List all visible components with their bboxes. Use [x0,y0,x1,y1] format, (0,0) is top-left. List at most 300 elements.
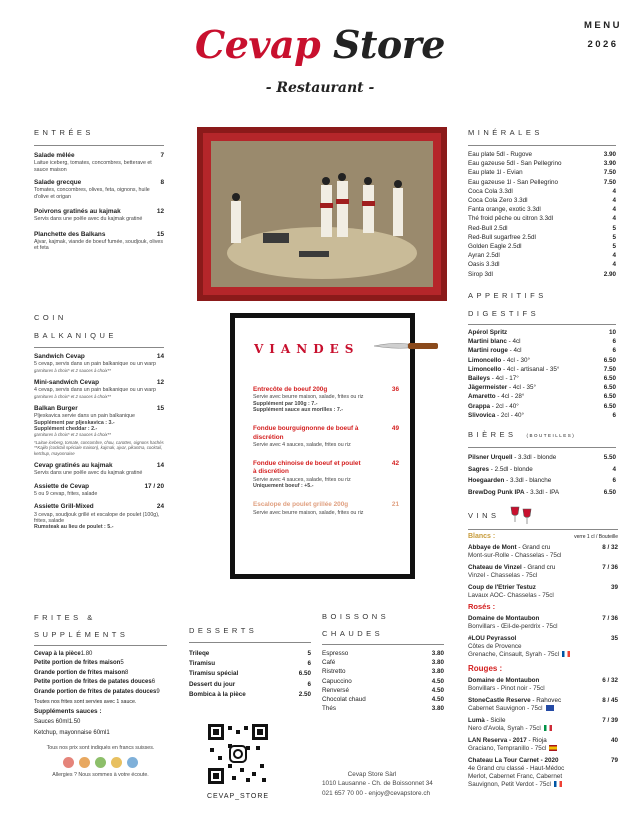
item-price: 6 [612,411,616,419]
aperitif-item [468,346,616,355]
wine-name [468,584,536,592]
wine-price: 7 / 36 [602,564,618,571]
aperitifs-list [468,328,616,420]
item-price: 8 [160,179,164,187]
item-name [468,346,522,355]
item-name [468,328,507,337]
wine-line: Vinzel - Chasselas - 75cl [468,572,538,579]
item-detail: - 3.3dl - IPA [524,488,560,496]
item-desc: Pljeskavica servie dans un pain balkanique [34,413,135,420]
allergen-icon [111,757,122,768]
aperitif-item [468,411,616,420]
minerale-item [468,242,616,251]
minerale-item [468,150,616,159]
desserts-list [189,649,311,700]
item-price: 6.50 [603,384,616,392]
coin-item [34,379,164,399]
bieres-list [468,452,616,498]
item-detail: - 3.3dl - blonde [512,454,557,461]
item-price: 4 [612,465,616,473]
item-detail: - 4cl [507,347,522,355]
item-desc: 4 cevap, servis dans un pain balkanique ou un warp [34,387,156,394]
allergies-note: Allergies ? Nous sommes à votre écoute. [52,771,149,778]
desserts-title: DESSERTS [189,626,258,635]
item-price: 3.80 [431,668,444,676]
entree-item [34,208,164,223]
minerale-item [468,270,616,279]
wine-name-bold: Lumà [468,717,485,724]
item-price: 4.50 [431,677,444,685]
wine-price: 35 [610,635,618,642]
aperitif-item [468,374,616,383]
wine-name-bold: Abbaye de Mont [468,544,517,551]
item-name: Thés [322,705,336,713]
item-name: Red-Bull 2.5dl [468,224,508,232]
item-price: 6.50 [603,402,616,410]
wine-name-bold: #LOU Peyrassol [468,635,517,642]
item-desc: Servie avec beurre maison, salade, frites ou riz [253,394,364,401]
item-name: Fondue chinoise de boeuf et poulet à discrétion [253,460,361,476]
item-note: garnitures à choix* et 2 sauces à choix** [34,432,111,438]
item-desc: Servis dans une poêle avec du kajmak gratiné [34,216,143,223]
desserts-section [189,626,311,700]
address-contact: 021 657 70 00 - enjoy@cevapstore.ch [322,789,431,797]
address-name: Cevap Store Sàrl [347,771,397,778]
item-name-bold: Grappa [468,402,491,410]
item-price: 15 [156,405,164,413]
item-name: Eau gazeuse 1l - San Pellegrino [468,178,558,186]
address-block [322,770,452,798]
item-extra: Supplément sauce aux morilles : 7.- [253,407,344,414]
aperitifs-title-1: APPERITIFS [468,291,547,300]
item-price: 5 [612,233,616,241]
wine-name [468,635,516,643]
item-price: 49 [391,425,399,433]
item-name: Petite portion de frites de patates douces [34,679,152,686]
item-name: Espresso [322,650,349,657]
wine-name [468,757,559,765]
wine-detail: - Rahovec [530,697,562,704]
item-detail: - 2.5dl - blonde [489,465,533,473]
allergen-icon [79,757,90,768]
boissons-list [322,649,444,713]
wine-glasses-icon [508,505,534,525]
minerale-item [468,251,616,260]
boisson-item [322,677,444,686]
item-name: Red-Bull sugarfree 2.5dl [468,233,536,241]
item-price: 4 [612,215,616,223]
item-price: 14 [156,353,164,360]
item-price: 4.50 [431,686,444,694]
item-name [468,365,559,374]
item-name: Coca Cola Zero 3.3dl [468,197,528,205]
wine-price: 39 [610,584,618,591]
wine-name [468,737,547,745]
item-desc: 5 ou 9 cevap, frites, salade [34,490,98,497]
item-name: Eau plate 5dl - Rugove [468,151,533,158]
item-price: 5.50 [603,454,616,461]
rouges-list [468,677,618,789]
item-price: 21 [391,501,399,509]
item-price: 7.50 [603,169,616,177]
boisson-item [322,704,444,713]
dessert-item [189,680,311,690]
item-price: 14 [156,462,164,470]
wine-item [468,737,618,753]
item-price: 6.50 [603,393,616,401]
minerale-item [468,187,616,196]
viandes-list [253,386,399,516]
item-price: 5 [307,650,311,657]
aperitif-item [468,356,616,365]
allergen-icon [63,757,74,768]
sauce-item [34,718,167,726]
frites-item [34,660,167,668]
item-name: Renversé [322,686,349,694]
wine-line: Bonvillars - Œil-de-perdrix - 75cl [468,623,558,630]
item-name: Chocolat chaud [322,696,366,704]
item-name-bold: Baileys [468,375,491,383]
item-desc: 5 cevap, servis dans un pain balkanique ou un warp [34,361,156,368]
item-desc: Servie avec 4 sauces, salade, frites ou riz [253,441,351,448]
item-price: 24 [156,503,164,511]
item-price: 2.90 [603,270,616,278]
minerale-item [468,260,616,269]
dessert-item [189,659,311,669]
item-price: 6 [612,338,616,346]
wine-name-bold: Chateau La Tour Carnet - 2020 [468,757,559,764]
item-price: 6.50 [603,488,616,496]
item-name [468,464,533,476]
wine-item [468,544,618,560]
item-name [468,356,530,365]
coin-item [34,462,164,477]
item-detail: - 4cl - 35° [507,384,536,392]
minerales-list [468,150,616,279]
item-name: Sauces 60ml [34,719,69,726]
wine-name [468,564,555,572]
coin-title-2: BALKANIQUE [34,331,117,340]
wine-detail: - Grand cru [521,564,556,571]
item-price: 7.50 [603,178,616,186]
wine-line: Lavaux AOC- Chasselas - 75cl [468,592,554,599]
menu-label: MENU [584,20,622,31]
frites-item [34,670,167,678]
item-price: 6 [612,477,616,484]
item-detail: - 2cl - 40° [490,402,519,410]
frites-section [34,613,167,778]
wine-price: 40 [610,737,618,744]
biere-item [468,464,616,476]
item-desc: Servis dans une poêle avec du kajmak gratiné [34,470,143,477]
rouges-title: Rouges : [468,664,503,673]
minerale-item [468,205,616,214]
item-name-bold: Limoncello [468,356,502,364]
item-price: 10 [608,329,616,336]
wine-line: Sauvignon, Petit Verdot - 75cl [468,781,618,789]
roses-title: Rosés : [468,602,496,611]
item-name: Salade mêlée [34,152,75,159]
item-desc: 3 cevap, soudjouk grillé et escalope de poulet (100g), frites, salade [34,511,160,524]
item-detail: - 4cl - 28° [495,393,525,401]
item-extra: Supplément par 100g : 7.- [253,400,318,407]
item-price: 12 [156,379,164,387]
item-price: 7.50 [603,365,616,373]
allergen-icon [95,757,106,768]
item-name: Bombica à la pièce [189,690,246,698]
item-price: 5 [612,224,616,232]
frites-title-2: SUPPLÉMENTS [34,630,129,639]
item-name: Sirop 3dl [468,270,493,278]
allergen-icon [127,757,138,768]
item-name [468,392,524,401]
item-name: Entrecôte de boeuf 200g [253,386,328,393]
viande-item [253,425,399,448]
dessert-item [189,669,311,679]
item-desc: Servie avec 4 sauces, salade, frites ou riz [253,476,351,483]
aperitif-item [468,337,616,346]
item-detail: - 2cl - 40° [495,411,525,419]
item-name: Trileqe [189,650,210,657]
boisson-item [322,658,444,667]
item-name: Thé froid pêche ou citron 3.3dl [468,215,554,223]
item-detail: - 3.3dl - blanche [504,477,552,484]
item-name: Assiette de Cevap [34,482,90,490]
wine-line: Graciano, Tempranillo - 75cl [468,745,618,753]
item-name: Cevap gratinés au kajmak [34,462,113,470]
item-price: 5 [120,660,124,667]
item-extra: Rumsteak au lieu de poulet : 5.- [34,524,114,531]
item-name-bold: Slivovica [468,411,496,419]
item-name: Capuccino [322,677,352,685]
item-price: 3.80 [431,650,444,657]
item-name: Oasis 3.3dl [468,261,500,269]
sauces-title: Suppléments sauces : [34,708,102,716]
wine-item [468,757,618,789]
item-price: 5 [612,243,616,251]
item-price: 17 / 20 [144,482,164,490]
viandes-title: VIANDES [254,342,360,356]
knife-icon [372,340,440,352]
brand-logo [0,22,640,68]
item-desc: Servie avec beurre maison, salade, frites ou riz [253,509,364,516]
minerale-item [468,196,616,205]
boissons-title-2: CHAUDES [322,629,384,638]
qr-label: CEVAP_STORE [206,793,270,800]
item-price: 6.50 [298,670,311,678]
item-price: 8 [125,669,129,676]
frites-item [34,651,167,659]
spain-flag-icon [549,745,557,751]
allergen-icons [34,757,167,768]
entree-item [34,152,164,173]
item-price: 6 [151,679,156,686]
item-price: 1 [106,729,110,736]
biere-item [468,487,616,499]
minerales-title: MINÉRALES [468,128,543,137]
dessert-item [189,690,311,700]
france-flag-icon [554,781,562,787]
wine-detail: - Grand cru [516,544,551,551]
item-price: 42 [391,460,399,468]
item-name: Tiramisu [189,660,216,668]
item-name [468,452,556,464]
item-name: Poivrons gratinés au kajmak [34,208,121,216]
folk-dance-painting [197,127,447,301]
wine-line: Mont-sur-Rolle - Chasselas - 75cl [468,552,562,559]
menu-year: 2026 [587,39,619,50]
wine-line: Bonvillars - Pinot noir - 75cl [468,685,545,692]
wine-item [468,584,618,600]
bieres-subtitle: (BOUTEILLES) [526,433,576,438]
entree-item [34,179,164,200]
brand-name-dark: Store [332,22,445,67]
vins-section [468,505,618,789]
wine-name-bold: Coup de l'Etrier Testuz [468,584,536,591]
painting-image [203,133,441,295]
item-name [468,487,559,499]
minerale-item [468,214,616,223]
item-note: **Kajilo (cocktail spéciale maison), kajmak, ajvar, pikantna, cocktail, ketchup, mayonnaise [34,445,163,456]
frites-note: Toutes nos frites sont servies avec 1 sauce. [34,698,137,705]
entrees-section [34,128,164,252]
item-price: 4 [612,261,616,269]
item-price: 6 [307,680,311,688]
item-name-bold: Apérol Spritz [468,329,508,336]
brand-name-red: Cevap [195,22,321,67]
coin-section [34,313,164,531]
aperitif-item [468,392,616,401]
coin-item [34,483,164,498]
item-name: Eau gazeuse 5dl - San Pellegrino [468,160,562,168]
item-note: garnitures à choix* et 2 sauces à choix** [34,367,111,373]
subtitle: - Restaurant - [265,80,375,96]
biere-item [468,475,616,487]
bieres-title: BIÈRES [468,430,517,439]
boisson-item [322,695,444,704]
wine-item [468,635,618,659]
wine-line: Nero d'Avola, Syrah - 75cl [468,725,618,733]
item-name: Assiette Grill-Mixed [34,503,94,511]
item-name: Salade grecque [34,179,82,187]
wine-detail: - Rioja [526,737,547,744]
item-price: 15 [156,230,164,238]
minerale-item [468,224,616,233]
item-name-bold: Martini rouge [468,347,508,355]
aperitifs-title-2: DIGESTIFS [468,309,540,318]
item-name [468,411,524,420]
boisson-item [322,686,444,695]
vins-title: VINS [468,510,500,520]
item-price: 6 [612,347,616,355]
minerales-section [468,128,616,279]
item-detail: - 4cl - artisanal - 35° [501,365,560,373]
item-price: 6.50 [603,375,616,383]
item-price: 3.80 [431,705,444,713]
address-street: 1010 Lausanne - Ch. de Boissonnet 34 [322,780,433,788]
item-name [468,402,519,411]
item-name [468,475,551,487]
item-name: Grande portion de frites de patates douces [34,688,157,695]
taxes-note: Tous nos prix sont indiqués en francs suisses. [46,744,155,751]
boisson-item [322,649,444,658]
item-name [468,374,519,383]
blancs-title: Blancs : [468,533,496,540]
minerale-item [468,233,616,242]
item-name: Planchette des Balkans [34,230,106,238]
menu-heading [584,16,622,54]
item-price: 4 [612,252,616,260]
wine-price: 8 / 45 [602,697,618,704]
biere-item [468,452,616,464]
wine-item [468,564,618,580]
item-price: 7 [160,152,164,159]
item-price: 3.90 [603,151,616,158]
item-name-bold: Martini blanc [468,338,507,346]
item-name: Ayran 2.5dl [468,252,500,260]
sauce-item [34,729,167,737]
wine-name-bold: Domaine de Montaubon [468,677,540,684]
item-note: garnitures à choix* et 2 sauces à choix** [34,393,111,399]
item-name-bold: Jägermeister [468,384,508,392]
wine-line: Merlot, Cabernet Franc, Cabernet [468,773,563,780]
item-name: Cevap à la pièce [34,651,81,657]
coin-item [34,405,164,456]
item-name [468,337,521,346]
item-price: 3.80 [431,659,444,667]
wine-detail: - Sicile [484,717,506,724]
item-name: Ketchup, mayonnaise 60ml [34,729,107,736]
item-name: Ristretto [322,668,346,676]
bieres-section [468,430,616,498]
item-price: 4 [612,206,616,214]
minerale-item [468,178,616,187]
aperitif-item [468,383,616,392]
item-name: Sandwich Cevap [34,353,85,360]
item-price: 2.50 [298,690,311,698]
boisson-item [322,667,444,676]
item-name: Fondue bourguignonne de boeuf à discrétion [253,425,359,441]
wine-price: 7 / 36 [602,615,618,622]
item-price: 36 [391,386,399,393]
item-name: Fanta orange, exotic 3.3dl [468,206,541,214]
item-note: *Laitue iceberg, tomate, concombre, chou, carottes, oignons hachés [34,439,164,445]
wine-name [468,677,539,685]
italy-flag-icon [544,725,552,731]
item-price: 12 [156,208,164,216]
france-flag-icon [562,651,570,657]
aperitif-item [468,402,616,411]
item-detail: - 4cl - 30° [501,356,531,364]
item-extra: Supplément cheddar : 2.- [34,426,98,433]
coin-title-1: COIN [34,313,67,322]
wine-name-bold: Domaine de Montaubon [468,615,540,622]
kosovo-flag-icon [546,705,554,711]
viande-item [253,460,399,489]
wine-price: 79 [610,757,618,764]
item-name: Balkan Burger [34,405,78,413]
wine-price: 8 / 32 [602,544,618,551]
wine-name-bold: StoneCastle Reserve [468,697,531,704]
wine-line: Grenache, Cinsault, Syrah - 75cl [468,651,618,659]
item-price: 1.80 [80,651,93,657]
viande-item [253,501,399,516]
sauces-list [34,718,167,736]
wine-price: 6 / 32 [602,677,618,684]
item-price: 6 [307,660,311,668]
wine-line: 4e Grand cru classé - Haut-Médoc [468,765,565,772]
item-price: 6.50 [603,356,616,364]
